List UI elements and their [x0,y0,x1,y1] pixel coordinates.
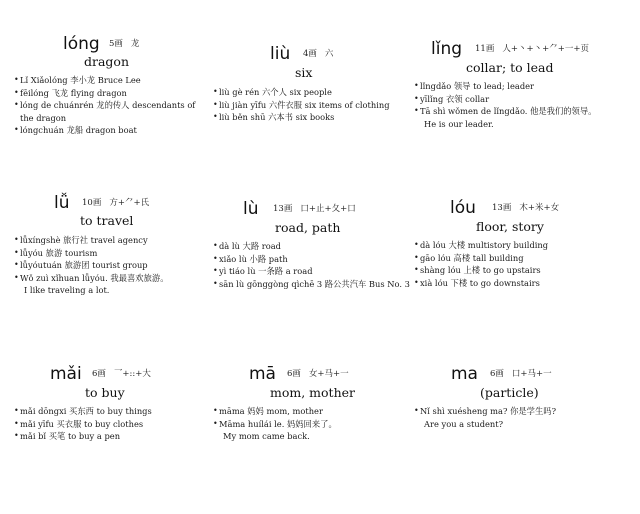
example-item: • lǚxíngshè 旅行社 travel agency [14,234,219,247]
example-item: • Wǒ zuì xǐhuan lǚyóu. 我最喜欢旅游。 I like traveling a lot. [14,272,219,297]
stroke-count: 13画 [492,203,512,213]
pinyin: mā [249,364,276,384]
example-item: • dà lù 大路 road [213,240,418,253]
components: 女+马+一 [308,369,349,379]
components: 六 [324,49,334,59]
vocab-card-lou [414,198,619,348]
meaning: six [295,65,313,80]
example-item: • dà lóu 大楼 multistory building [414,239,619,252]
example-list [414,405,619,430]
example-item: • fēilóng 飞龙 flying dragon [14,87,219,100]
example-item: • liù běn shū 六本书 six books [213,111,418,124]
example-item: • māma 妈妈 mom, mother [213,405,418,418]
char-meta [287,369,349,379]
example-item: • gāo lóu 高楼 tall building [414,252,619,265]
pinyin: lóng [63,34,100,54]
example-item: • Nǐ shì xuésheng ma? 你是学生吗? Are you a student? [414,405,619,430]
example-item: • sān lù gōnggòng qìchē 3 路公共汽车 Bus No. 3 [213,278,418,291]
example-list [14,405,219,443]
stroke-count: 5画 [109,39,123,49]
example-list [414,239,619,289]
stroke-count: 11画 [475,44,495,54]
meaning: floor, story [476,219,544,234]
components: 口+马+一 [511,369,552,379]
example-list [213,405,418,443]
vocab-card-lu4 [213,199,418,349]
meaning: to travel [80,213,134,228]
example-list [14,74,219,137]
example-item: • yīlǐng 衣领 collar [414,93,619,106]
example-item: • xià lóu 下楼 to go downstairs [414,277,619,290]
example-item: • lǚyóutuán 旅游团 tourist group [14,259,219,272]
pinyin: lóu [450,198,476,218]
vocab-card-mai [14,364,219,514]
vocab-card-ma [414,364,619,514]
stroke-count: 13画 [273,204,293,214]
char-meta [273,204,356,214]
meaning: mom, mother [270,385,356,400]
example-list [414,80,619,130]
meaning: road, path [275,220,341,235]
pinyin: lǚ [54,193,70,213]
char-meta [82,198,149,208]
example-item: • liù jiàn yīfu 六件衣服 six items of clothing [213,99,418,112]
example-item: • shàng lóu 上楼 to go upstairs [414,264,619,277]
vocab-card-long [14,34,219,184]
meaning: collar; to lead [466,60,554,75]
example-item: • lǐngdǎo 领导 to lead; leader [414,80,619,93]
pinyin: mǎi [50,364,82,384]
stroke-count: 6画 [287,369,301,379]
example-item: • lǚyóu 旅游 tourism [14,247,219,260]
vocab-card-ling [414,39,619,189]
example-item: • mǎi yīfu 买衣服 to buy clothes [14,418,219,431]
components: 人+丶+丶+⺈+一+页 [502,44,589,54]
example-item: • Lǐ Xiǎolóng 李小龙 Bruce Lee [14,74,219,87]
vocab-card-ma1 [213,364,418,514]
vocab-card-lu3 [14,193,219,343]
example-list [213,240,418,290]
example-item: • mǎi dōngxi 买东西 to buy things [14,405,219,418]
char-meta [490,369,552,379]
example-item: • mǎi bǐ 买笔 to buy a pen [14,430,219,443]
meaning: (particle) [480,385,539,400]
example-list [213,86,418,124]
pinyin: lù [243,199,259,219]
example-item: • lóngchuán 龙船 dragon boat [14,124,219,137]
components: 龙 [130,39,140,49]
meaning: dragon [84,54,130,69]
char-meta [492,203,559,213]
example-item: • xiǎo lù 小路 path [213,253,418,266]
vocab-card-liu [213,44,418,194]
pinyin: liù [270,44,291,64]
example-item: • lóng de chuánrén 龙的传人 descendants of the dragon [14,99,219,124]
stroke-count: 6画 [92,369,106,379]
example-item: • yì tiáo lù 一条路 a road [213,265,418,278]
example-item: • liù gè rén 六个人 six people [213,86,418,99]
stroke-count: 10画 [82,198,102,208]
components: 木+米+女 [519,203,560,213]
stroke-count: 6画 [490,369,504,379]
meaning: to buy [85,385,125,400]
char-meta [109,39,139,49]
pinyin: lǐng [431,39,463,59]
components: 乛+::+大 [113,369,151,379]
char-meta [303,49,333,59]
example-list [14,234,219,297]
example-item: • Māma huílái le. 妈妈回来了。 My mom came back. [213,418,418,443]
example-item: • Tā shì wǒmen de lǐngdǎo. 他是我们的领导。 He is our leader. [414,105,619,130]
pinyin: ma [451,364,478,384]
components: 口+止+夂+口 [300,204,356,214]
stroke-count: 4画 [303,49,317,59]
components: 方+⺈+氏 [109,198,150,208]
char-meta [92,369,151,379]
char-meta [475,44,589,54]
